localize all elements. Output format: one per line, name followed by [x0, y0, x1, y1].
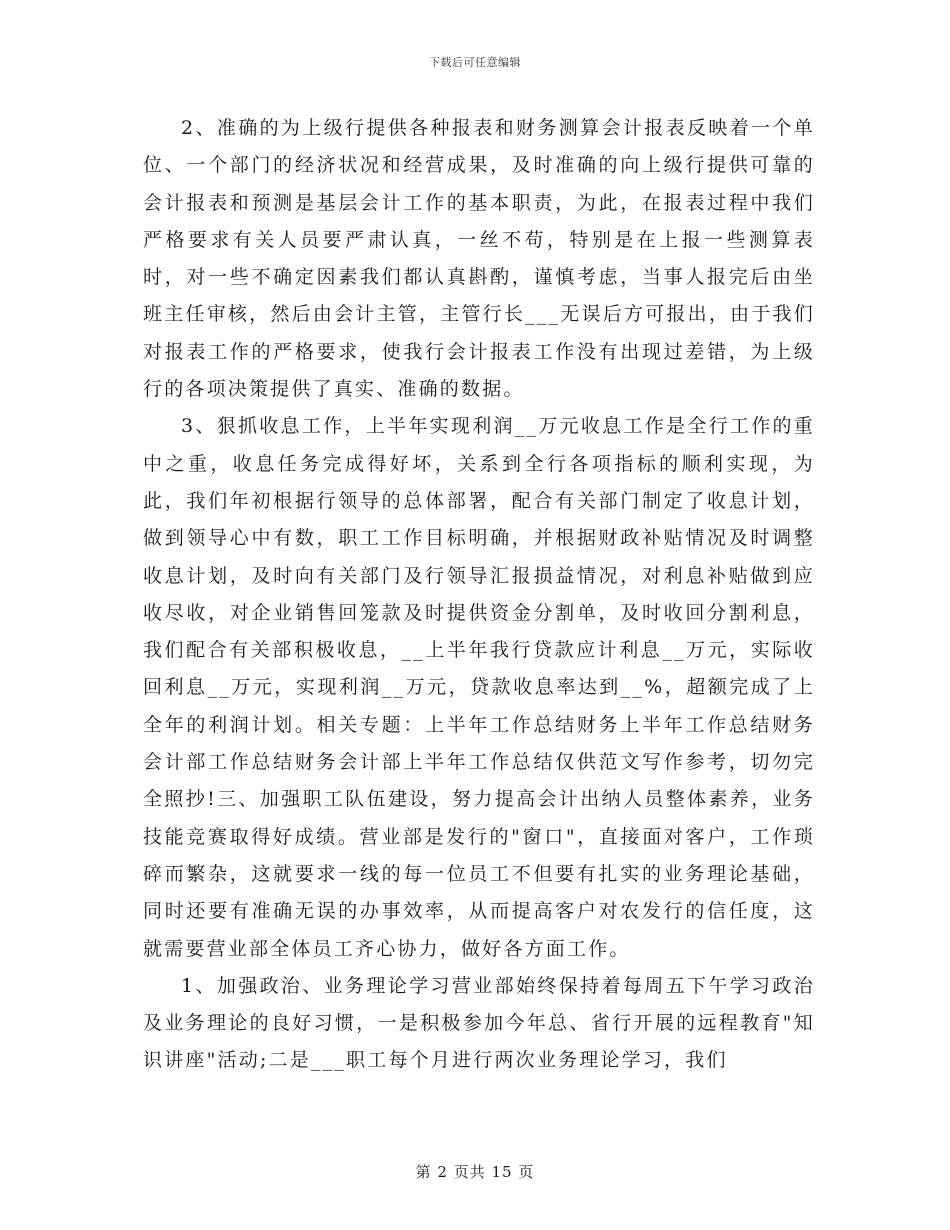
page-header: 下载后可任意编辑	[429, 56, 521, 69]
page-number: 第 2 页共 15 页	[415, 1163, 535, 1181]
paragraph-reporting: 2、准确的为上级行提供各种报表和财务测算会计报表反映着一个单位、一个部门的经济状况和经营成果，及时准确的向上级行提供可靠的会计报表和预测是基层会计工作的基本职责，为此，在报表过程中我们严格要求有关人员要严肃认真，一丝不苟，特别是在上报一些测算表时，对一些不确定因素我们都认真斟酌，谨慎考虑，当事人报完后由坐班主任审核，然后由会计主管，主管行长___无误后方可报出，由于我们对报表工作的严格要求，使我行会计报表工作没有出现过差错，为上级行的各项决策提供了真实、准确的数据。	[143, 117, 815, 401]
paragraph-interest-collection: 3、狠抓收息工作，上半年实现利润__万元收息工作是全行工作的重中之重，收息任务完成得好坏，关系到全行各项指标的顺利实现，为此，我们年初根据行领导的总体部署，配合有关部门制定了收息计划，做到领导心中有数，职工工作目标明确，并根据财政补贴情况及时调整收息计划，及时向有关部门及行领导汇报损益情况，对利息补贴做到应收尽收，对企业销售回笼款及时提供资金分割单，及时收回分割利息，我们配合有关部积极收息，__上半年我行贷款应计利息__万元，实际收回利息__万元，实现利润__万元，贷款收息率达到__%，超额完成了上全年的利润计划。相关专题：上半年工作总结财务上半年工作总结财务会计部工作总结财务会计部上半年工作总结仅供范文写作参考，切勿完全照抄!三、加强职工队伍建设，努力提高会计出纳人员整体素养，业务技能竞赛取得好成绩。营业部是发行的"窗口"，直接面对客户，工作琐碎而繁杂，这就要求一线的每一位员工不但要有扎实的业务理论基础，同时还要有准确无误的办事效率，从而提高客户对农发行的信任度，这就需要营业部全体员工齐心协力，做好各方面工作。	[143, 415, 815, 960]
paragraph-study: 1、加强政治、业务理论学习营业部始终保持着每周五下午学习政治及业务理论的良好习惯，一是积极参加今年总、省行开展的远程教育"知识讲座"活动;二是___职工每个月进行两次业务理论学习，我们	[143, 974, 815, 1072]
document-body	[143, 110, 815, 1080]
